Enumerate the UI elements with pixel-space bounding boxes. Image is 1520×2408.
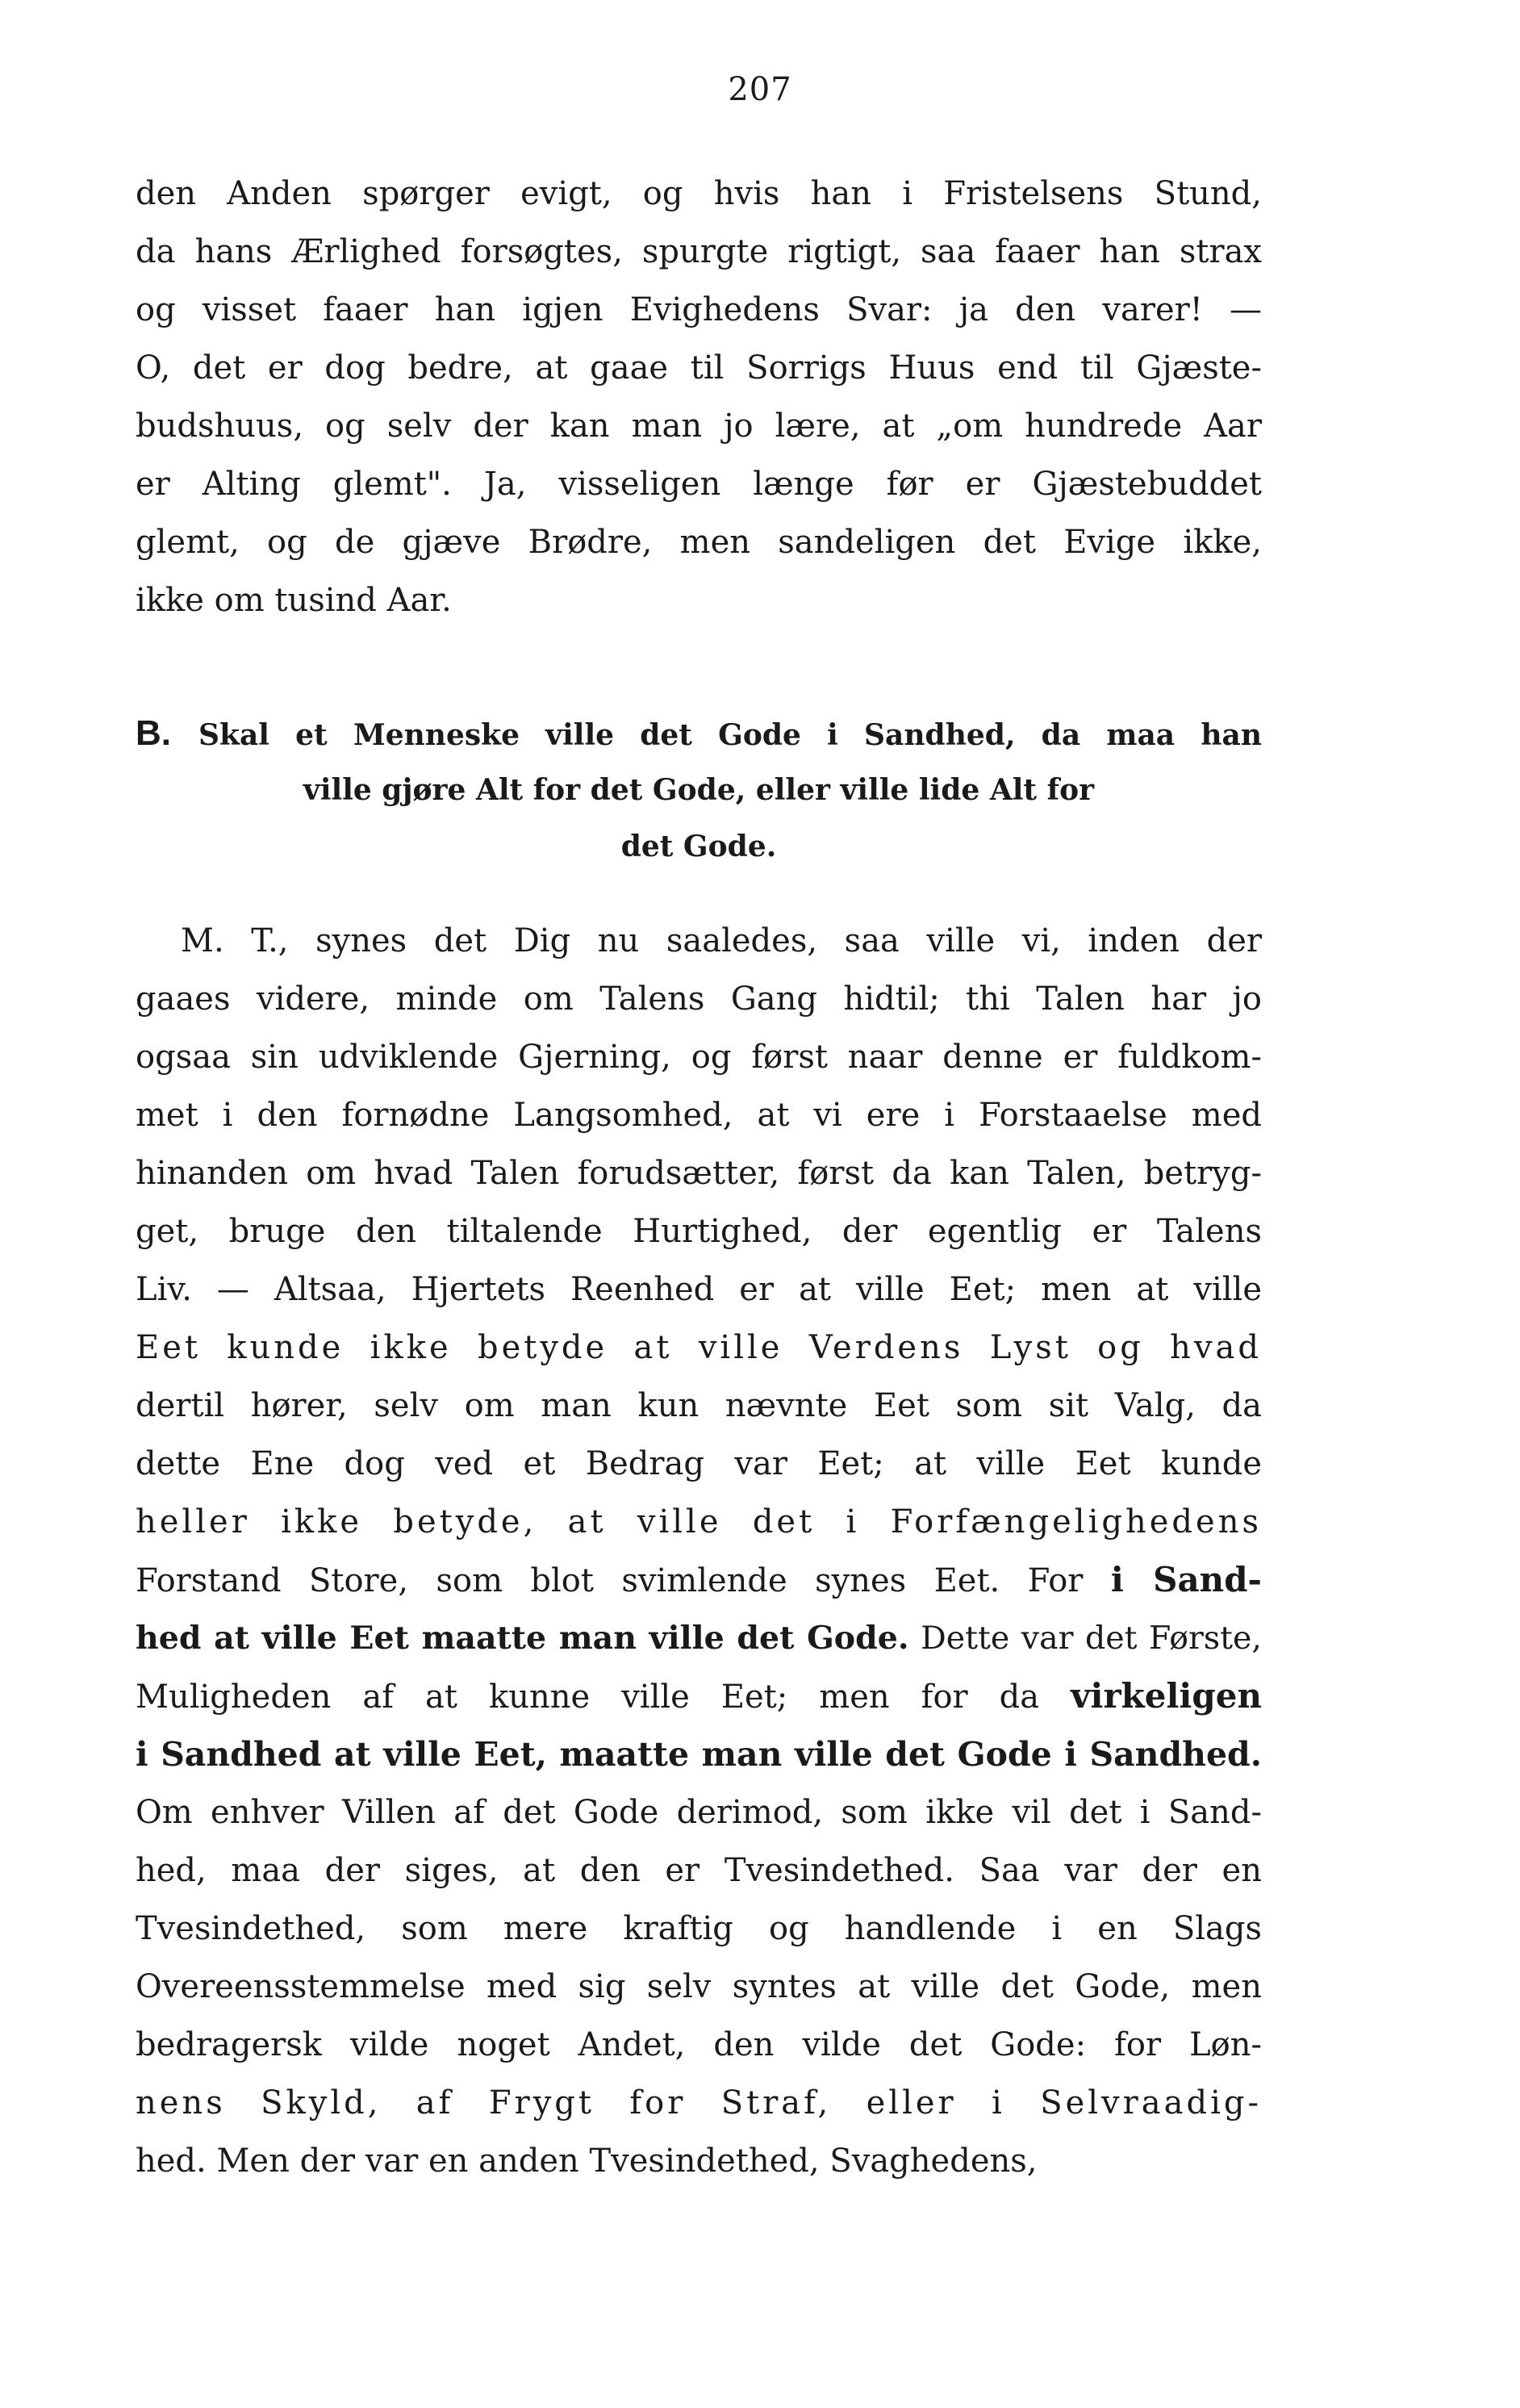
text-line: i Sandhed at ville Eet, maatte man ville det Gode i Sandhed. (136, 1735, 1262, 1774)
text-line: get, bruge den tiltalende Hurtighed, der egentlig er Talens (136, 1213, 1262, 1250)
text-line (136, 1551, 1262, 1609)
text-line: gaaes videre, minde om Talens Gang hidtil; thi Talen har jo (136, 980, 1262, 1018)
emphasis-text: virkeligen (1071, 1676, 1262, 1716)
text-line: hed. Men der var en anden Tvesindethed, Svaghedens, (136, 2143, 1038, 2180)
heading-text: Skal et Menneske ville det Gode i Sandhed, da maa han (198, 718, 1262, 752)
emphasis-text: hed at ville Eet maatte man ville det Gode. (136, 1620, 909, 1657)
text-line: met i den fornødne Langsomhed, at vi ere i Forstaaelse med (136, 1097, 1262, 1134)
text-line: Om enhver Villen af det Gode derimod, som ikke vil det i Sand- (136, 1794, 1262, 1831)
text-line: hed, maa der siges, at den er Tvesindethed. Saa var der en (136, 1852, 1262, 1889)
text-line: glemt, og de gjæve Brødre, men sandeligen det Evige ikke, (136, 524, 1262, 561)
text-line: da hans Ærlighed forsøgtes, spurgte rigtigt, saa faaer han strax (136, 233, 1262, 270)
text-line: Overeensstemmelse med sig selv syntes at ville det Gode, men (136, 1968, 1262, 2005)
text-line: Eet kunde ikke betyde at ville Verdens Lyst og hvad (136, 1329, 1262, 1366)
text-line: O, det er dog bedre, at gaae til Sorrigs Huus end til Gjæste- (136, 349, 1262, 387)
emphasis-text: i Sand- (1110, 1560, 1262, 1599)
text-line: ikke om tusind Aar. (136, 582, 452, 619)
text-line: nens Skyld, af Frygt for Straf, eller i Selvraadig- (136, 2084, 1262, 2122)
page-number: 207 (728, 71, 792, 108)
text-line: hinanden om hvad Talen forudsætter, først da kan Talen, betryg- (136, 1155, 1262, 1192)
text-line: er Alting glemt". Ja, visseligen længe før er Gjæstebuddet (136, 466, 1262, 503)
text-line: heller ikke betyde, at ville det i Forfængelighedens (136, 1503, 1262, 1541)
text-line: dette Ene dog ved et Bedrag var Eet; at ville Eet kunde (136, 1445, 1262, 1482)
regular-text: Dette var det Første, (908, 1620, 1262, 1657)
text-line (136, 1609, 1262, 1667)
text-line: dertil hører, selv om man kun nævnte Eet som sit Valg, da (136, 1387, 1262, 1424)
paragraph-1 (136, 165, 1262, 629)
heading-line-2: ville gjøre Alt for det Gode, eller ville lide Alt for (303, 773, 1095, 807)
text-line: den Anden spørger evigt, og hvis han i Fristelsens Stund, (136, 175, 1262, 212)
regular-text: Muligheden af at kunne ville Eet; men for da (136, 1678, 1071, 1716)
heading-line-1 (136, 705, 1262, 762)
text-line (136, 1667, 1262, 1725)
text-line: budshuus, og selv der kan man jo lære, at „om hundrede Aar (136, 408, 1262, 445)
text-line: ogsaa sin udviklende Gjerning, og først naar denne er fuldkom- (136, 1039, 1262, 1076)
text-line: Tvesindethed, som mere kraftig og handlende i en Slags (136, 1910, 1262, 1947)
text-line: M. T., synes det Dig nu saaledes, saa ville vi, inden der (181, 922, 1262, 959)
heading-line-3: det Gode. (620, 830, 777, 863)
section-label: B. (136, 713, 171, 753)
regular-text: Forstand Store, som blot svimlende synes Eet. For (136, 1562, 1111, 1599)
section-heading (136, 705, 1262, 875)
paragraph-2 (136, 912, 1262, 2190)
text-line: og visset faaer han igjen Evighedens Svar: ja den varer! — (136, 291, 1262, 328)
text-line: bedragersk vilde noget Andet, den vilde det Gode: for Løn- (136, 2026, 1262, 2063)
text-line: Liv. — Altsaa, Hjertets Reenhed er at ville Eet; men at ville (136, 1271, 1262, 1308)
